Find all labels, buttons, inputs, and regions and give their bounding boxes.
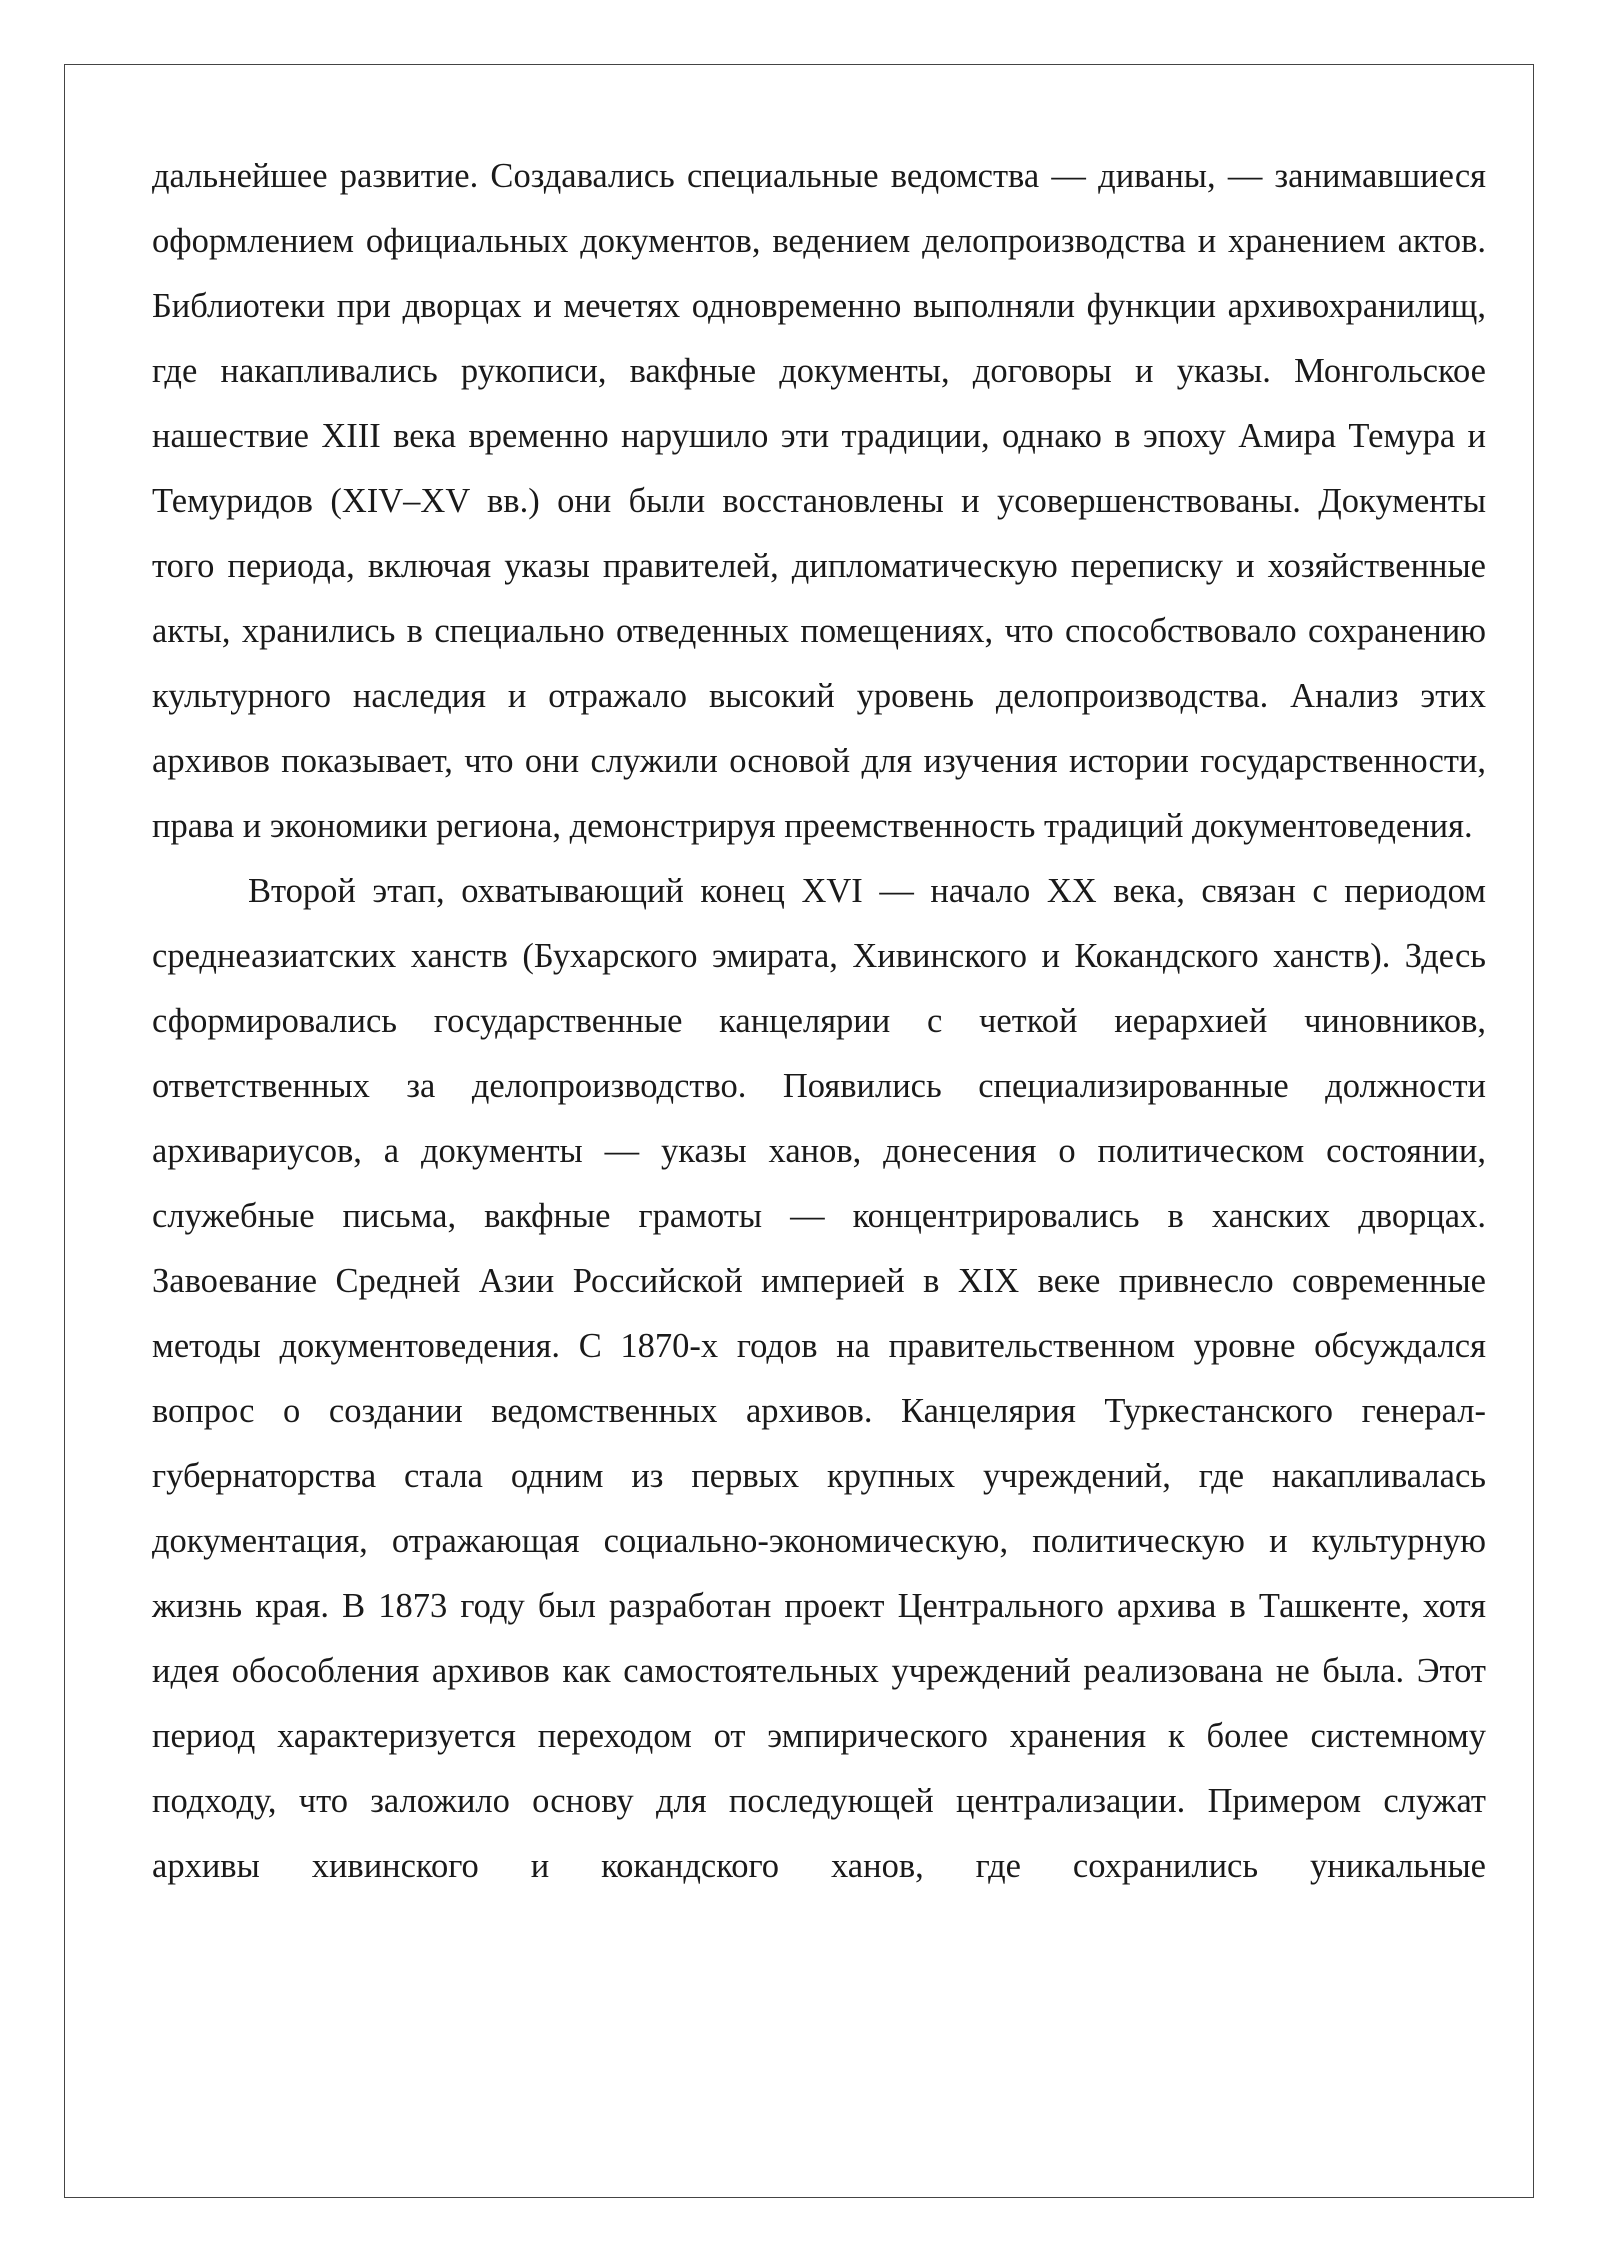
paragraph-second-stage: Второй этап, охватывающий конец XVI — начало XX века, связан с периодом среднеазиатских ханств (Бухарского эмирата, Хивинского и Кокандского ханств). Здесь сформировались государственные канцелярии с четкой иерархией чиновников, ответственных за делопроизводство. Появились специализированные должности архивариусов, а документы — указы ханов, донесения о политическом состоянии, служебные письма, вакфные грамоты — концентрировались в ханских дворцах. Завоевание Средней Азии Российской империей в XIX веке привнесло современные методы документоведения. С 1870-х годов на правительственном уровне обсуждался вопрос о создании ведомственных архивов. Канцелярия Туркестанского генерал-губернаторства стала одним из первых крупных учреждений, где накапливалась документация, отражающая социально-экономическую, политическую и культурную жизнь края. В 1873 году был разработан проект Центрального архива в Ташкенте, хотя идея обособления архивов как самостоятельных учреждений реализована не была. Этот период характеризуется переходом от эмпирического хранения к более системному подходу, что заложило основу для последующей централизации. Примером служат архивы хивинского и кокандского ханов, где сохранились уникальные [152,872,1486,1885]
paragraph-continued: дальнейшее развитие. Создавались специальные ведомства — диваны, — занимавшиеся оформлением официальных документов, ведением делопроизводства и хранением актов. Библиотеки при дворцах и мечетях одновременно выполняли функции архивохранилищ, где накапливались рукописи, вакфные документы, договоры и указы. Монгольское нашествие XIII века временно нарушило эти традиции, однако в эпоху Амира Темура и Темуридов (XIV–XV вв.) они были восстановлены и усовершенствованы. Документы того периода, включая указы правителей, дипломатическую переписку и хозяйственные акты, хранились в специально отведенных помещениях, что способствовало сохранению культурного наследия и отражало высокий уровень делопроизводства. Анализ этих архивов показывает, что они служили основой для изучения истории государственности, права и экономики региона, демонстрируя преемственность традиций документоведения. [152,157,1486,845]
document-body [152,144,1486,1899]
